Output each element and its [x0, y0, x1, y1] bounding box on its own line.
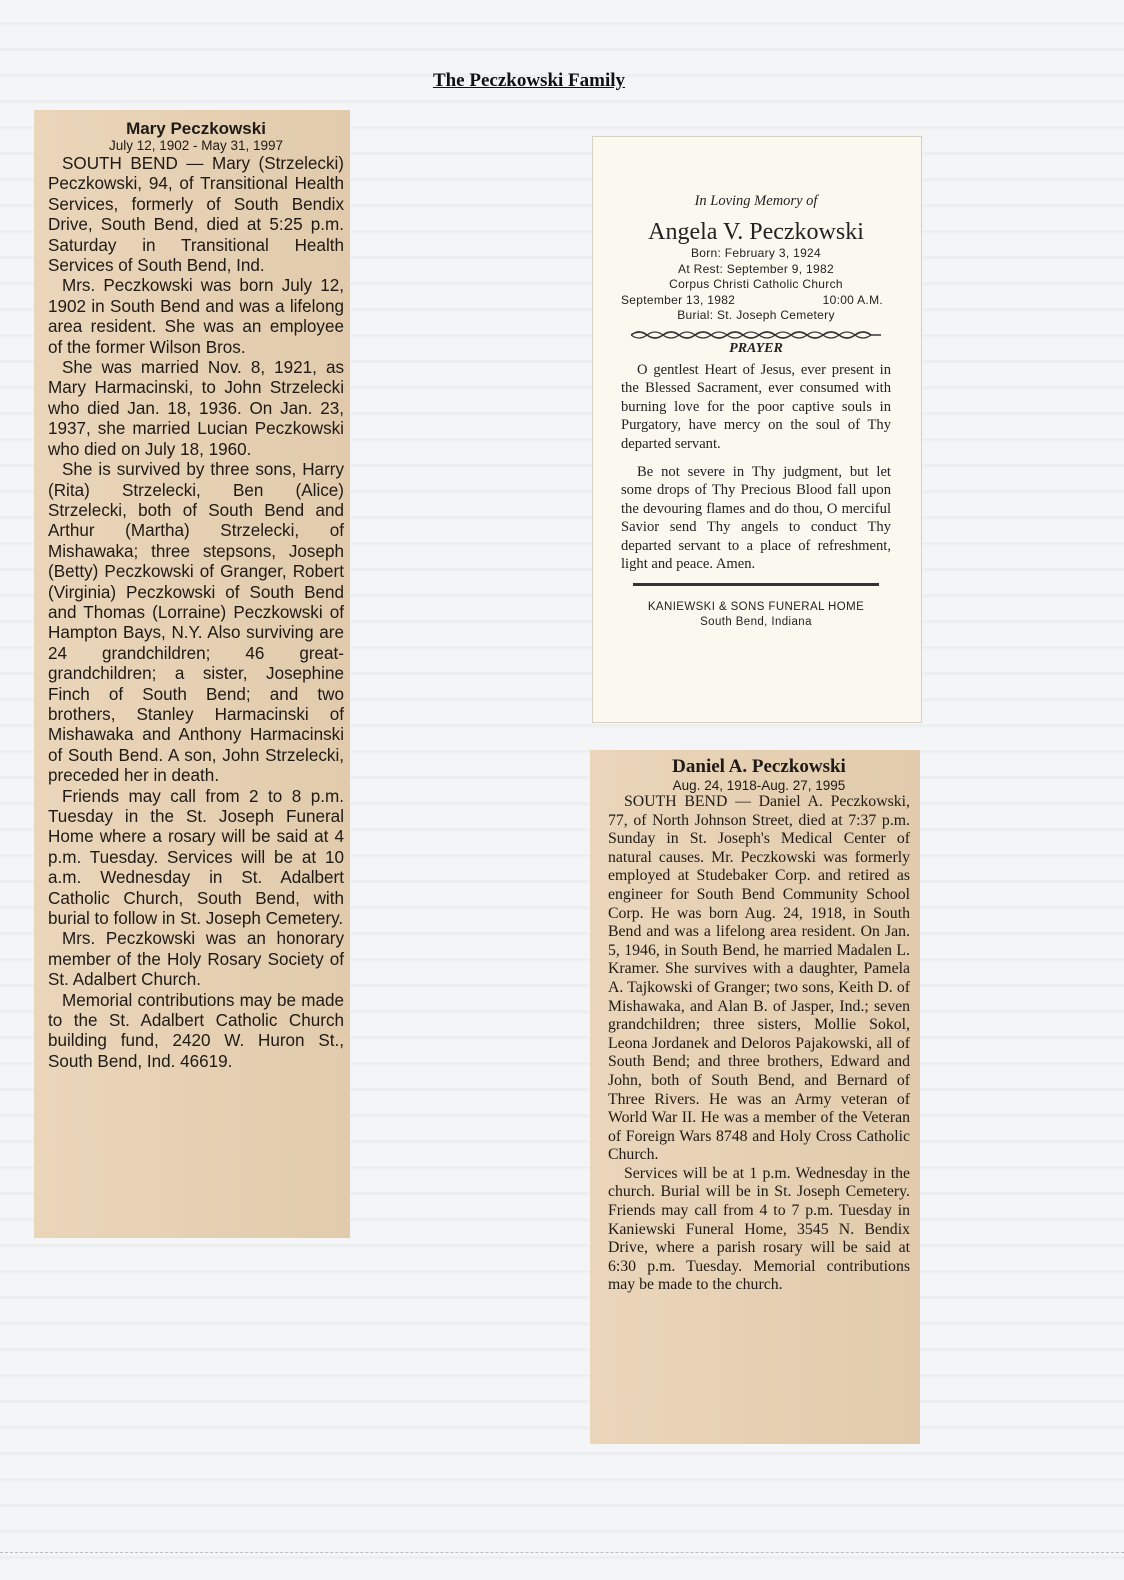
daniel-paragraph: Services will be at 1 p.m. Wednesday in the church. Burial will be in St. Joseph Cemetery. Friends may call from 4 to 7 p.m. Tuesday in Kaniewski Funeral Home, 3545 N. Bendix Drive, where a parish rosary will be said at 6:30 p.m. Tuesday. Memorial contributions may be made to the church.: [608, 1164, 910, 1294]
service-row: [621, 293, 891, 309]
daniel-dates: Aug. 24, 1918-Aug. 27, 1995: [672, 778, 846, 793]
prayer-heading: PRAYER: [729, 340, 783, 356]
daniel-paragraph: SOUTH BEND — Daniel A. Peczkowski, 77, of North Johnson Street, died at 7:37 p.m. Sunday in St. Joseph's Medical Center of natural causes. Mr. Peczkowski was formerly employed at Studebaker Corp. and retired as engineer for South Bend Community School Corp. He was born Aug. 24, 1918, in South Bend and was a lifelong area resident. On Jan. 5, 1946, in South Bend, he married Madalen L. Kramer. She survives with a daughter, Pamela A. Tajkowski of Granger; two sons, Keith D. of Mishawaka, and Alan B. of Jasper, Ind.; seven grandchildren; three sisters, Mollie Sokol, Leona Jordanek and Deloros Pajakowski, all of South Bend; and three brothers, Edward and John, both of South Bend, and Bernard of Three Rivers. He was an Army veteran of World War II. He was a member of the Veteran of Foreign Wars 8748 and Holy Cross Catholic Church.: [608, 793, 910, 1164]
mary-name: Mary Peczkowski: [126, 119, 266, 138]
mary-paragraph: SOUTH BEND — Mary (Strzelecki) Peczkowski, 94, of Transitional Health Services, formerly of South Bendix Drive, South Bend, died at 5:25 p.m. Saturday in Transitional Health Services of South Bend, Ind.: [48, 154, 344, 276]
mary-dates: July 12, 1902 - May 31, 1997: [108, 138, 284, 153]
mary-obituary-clipping: [34, 110, 350, 1238]
service-date: September 13, 1982: [621, 292, 736, 307]
mary-paragraph: Friends may call from 2 to 8 p.m. Tuesday in the St. Joseph Funeral Home where a rosary will be said at 4 p.m. Tuesday. Services will be at 10 a.m. Wednesday in St. Adalbert Catholic Church, South Bend, with burial to follow in St. Joseph Cemetery.: [48, 786, 344, 929]
page-title: The Peczkowski Family: [432, 70, 626, 91]
prayer-paragraph: Be not severe in Thy judgment, but let some drops of Thy Precious Blood fall upon the devouring flames and do thou, O merciful Savior send Thy angels to conduct Thy departed servant to a place of refreshment, light and peace. Amen.: [621, 464, 891, 573]
divider-rule: [633, 583, 879, 586]
mary-paragraph: She was married Nov. 8, 1921, as Mary Harmacinski, to John Strzelecki who died Jan. 18, 1936. On Jan. 23, 1937, she married Lucian Peczkowski who died on July 18, 1960.: [48, 358, 344, 459]
daniel-obituary-clipping: [590, 750, 920, 1444]
funeral-home-city: South Bend, Indiana: [700, 616, 812, 629]
burial-line: Burial: St. Joseph Cemetery: [677, 308, 835, 323]
funeral-home-name: KANIEWSKI & SONS FUNERAL HOME: [647, 601, 865, 614]
mary-paragraph: She is survived by three sons, Harry (Rita) Strzelecki, Ben (Alice) Strzelecki, both of South Bend and Arthur (Martha) Strzelecki, of Mishawaka; three stepsons, Joseph (Betty) Peczkowski of Granger, Robert (Virginia) Peczkowski of South Bend and Thomas (Lorraine) Peczkowski of Hampton Bays, N.Y. Also surviving are 24 grandchildren; 46 great-grandchildren; a sister, Josephine Finch of South Bend; and two brothers, Stanley Harmacinski of Mishawaka and Anthony Harmacinski of South Bend. A son, John Strzelecki, preceded her in death.: [48, 460, 344, 786]
ornament-divider-icon: [631, 329, 881, 341]
church-name: Corpus Christi Catholic Church: [669, 277, 843, 292]
at-rest-date: At Rest: September 9, 1982: [678, 261, 834, 276]
mary-paragraph: Memorial contributions may be made to the St. Adalbert Catholic Church building fund, 2420 W. Huron St., South Bend, Ind. 46619.: [48, 990, 344, 1071]
born-date: Born: February 3, 1924: [690, 246, 821, 260]
angela-memorial-card: [592, 136, 922, 723]
service-time: 10:00 A.M.: [822, 292, 883, 307]
mary-paragraph: Mrs. Peczkowski was born July 12, 1902 in South Bend and was a lifelong area resident. She was an employee of the former Wilson Bros.: [48, 276, 344, 357]
prayer-paragraph: O gentlest Heart of Jesus, ever present in the Blessed Sacrament, ever consumed with burning love for the poor captive souls in Purgatory, have mercy on the soul of Thy departed servant.: [621, 361, 891, 452]
mary-paragraph: Mrs. Peczkowski was an honorary member of the Holy Rosary Society of St. Adalbert Church.: [48, 929, 344, 990]
page-edge-line: [0, 1552, 1124, 1553]
angela-name: Angela V. Peczkowski: [648, 219, 864, 245]
daniel-name: Daniel A. Peczkowski: [672, 756, 846, 777]
memory-line: In Loving Memory of: [694, 193, 818, 209]
